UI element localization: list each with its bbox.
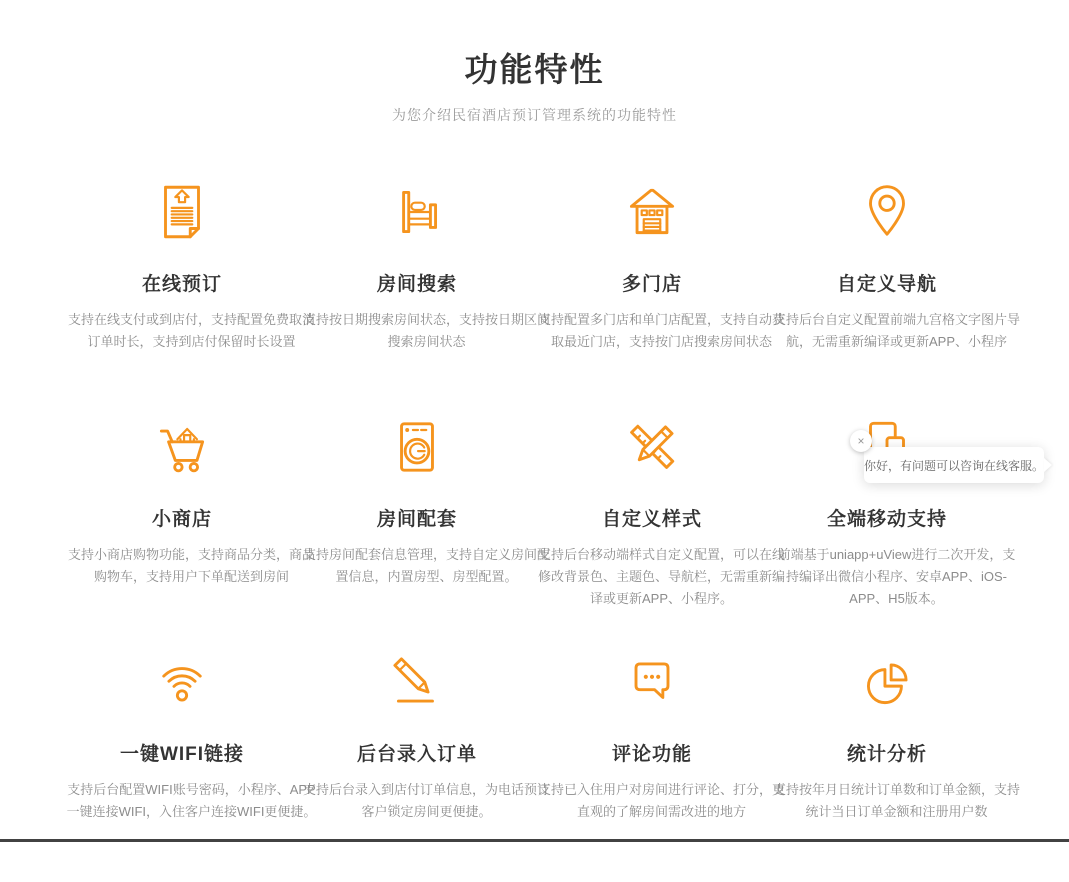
washing-machine-icon	[302, 412, 533, 482]
feature-desc: 支持已入住用户对房间进行评论、打分，更直观的了解房间需改进的地方	[537, 782, 785, 820]
pencil-write-icon	[302, 647, 533, 717]
feature-desc: 支持后台自定义配置前端九宫格文字图片导航，无需重新编译或更新APP、小程序	[772, 312, 1020, 350]
page-subtitle: 为您介绍民宿酒店预订管理系统的功能特性	[392, 107, 677, 123]
chat-tooltip-close-button[interactable]: ×	[850, 430, 872, 452]
chat-tooltip-message: 你好，有问题可以咨询在线客服。	[864, 458, 1045, 473]
feature-card-room-search	[300, 177, 550, 412]
feature-title: 房间搜索	[376, 274, 457, 295]
feature-desc: 支持房间配套信息管理，支持自定义房间配置信息，内置房型、房型配置。	[302, 547, 550, 585]
feature-card-backend-order	[300, 647, 550, 882]
feature-card-custom-style	[535, 412, 785, 647]
feature-title: 全端移动支持	[826, 509, 947, 530]
document-upload-icon	[67, 177, 298, 247]
feature-card-statistics	[770, 647, 1020, 882]
pencil-ruler-icon	[537, 412, 768, 482]
feature-desc: 支持配置多门店和单门店配置，支持自动获取最近门店，支持按门店搜索房间状态	[537, 312, 785, 350]
feature-desc: 支持后台配置WIFI账号密码，小程序、APP一键连接WIFI，入住客户连接WIFI更便捷。	[66, 782, 317, 820]
store-icon	[537, 177, 768, 247]
feature-desc: 前端基于uniapp+uView进行二次开发，支持编译出微信小程序、安卓APP、iOS-APP、H5版本。	[777, 547, 1016, 607]
comment-icon	[537, 647, 768, 717]
feature-desc: 支持小商店购物功能，支持商品分类，商品购物车，支持用户下单配送到房间	[67, 547, 315, 585]
feature-title: 小商店	[151, 509, 212, 530]
feature-card-custom-nav	[770, 177, 1020, 412]
feature-title: 房间配套	[376, 509, 457, 530]
feature-desc: 支持后台移动端样式自定义配置，可以在线修改背景色、主题色、导航栏，无需重新编译或更新APP、小程序。	[537, 547, 785, 607]
wifi-icon	[67, 647, 298, 717]
chat-tooltip	[864, 447, 1044, 483]
feature-grid	[65, 177, 1020, 882]
feature-title: 统计分析	[846, 744, 927, 765]
chat-tooltip-arrow-icon	[1044, 458, 1052, 472]
bed-icon	[302, 177, 533, 247]
feature-title: 一键WIFI链接	[119, 744, 245, 765]
feature-desc: 支持后台录入到店付订单信息，为电话预订客户锁定房间更便捷。	[302, 782, 550, 820]
page-header	[0, 0, 1069, 125]
feature-title: 评论功能	[611, 744, 692, 765]
feature-title: 多门店	[621, 274, 682, 295]
feature-title: 在线预订	[141, 274, 222, 295]
feature-card-room-amenities	[300, 412, 550, 647]
feature-card-multi-store	[535, 177, 785, 412]
page-title: 功能特性	[464, 51, 605, 88]
feature-card-wifi	[65, 647, 317, 882]
feature-desc: 支持按日期搜索房间状态，支持按日期区间搜索房间状态	[302, 312, 550, 350]
pie-chart-icon	[772, 647, 1003, 717]
feature-title: 自定义样式	[601, 509, 702, 530]
feature-desc: 支持在线支付或到店付，支持配置免费取消订单时长，支持到店付保留时长设置	[67, 312, 315, 350]
feature-desc: 支持按年月日统计订单数和订单金额，支持统计当日订单金额和注册用户数	[772, 782, 1020, 820]
feature-title: 自定义导航	[836, 274, 937, 295]
feature-card-online-booking	[65, 177, 315, 412]
feature-card-comments	[535, 647, 785, 882]
feature-card-shop	[65, 412, 315, 647]
shop-cart-icon	[67, 412, 298, 482]
feature-title: 后台录入订单	[356, 744, 477, 765]
map-pin-icon	[772, 177, 1003, 247]
